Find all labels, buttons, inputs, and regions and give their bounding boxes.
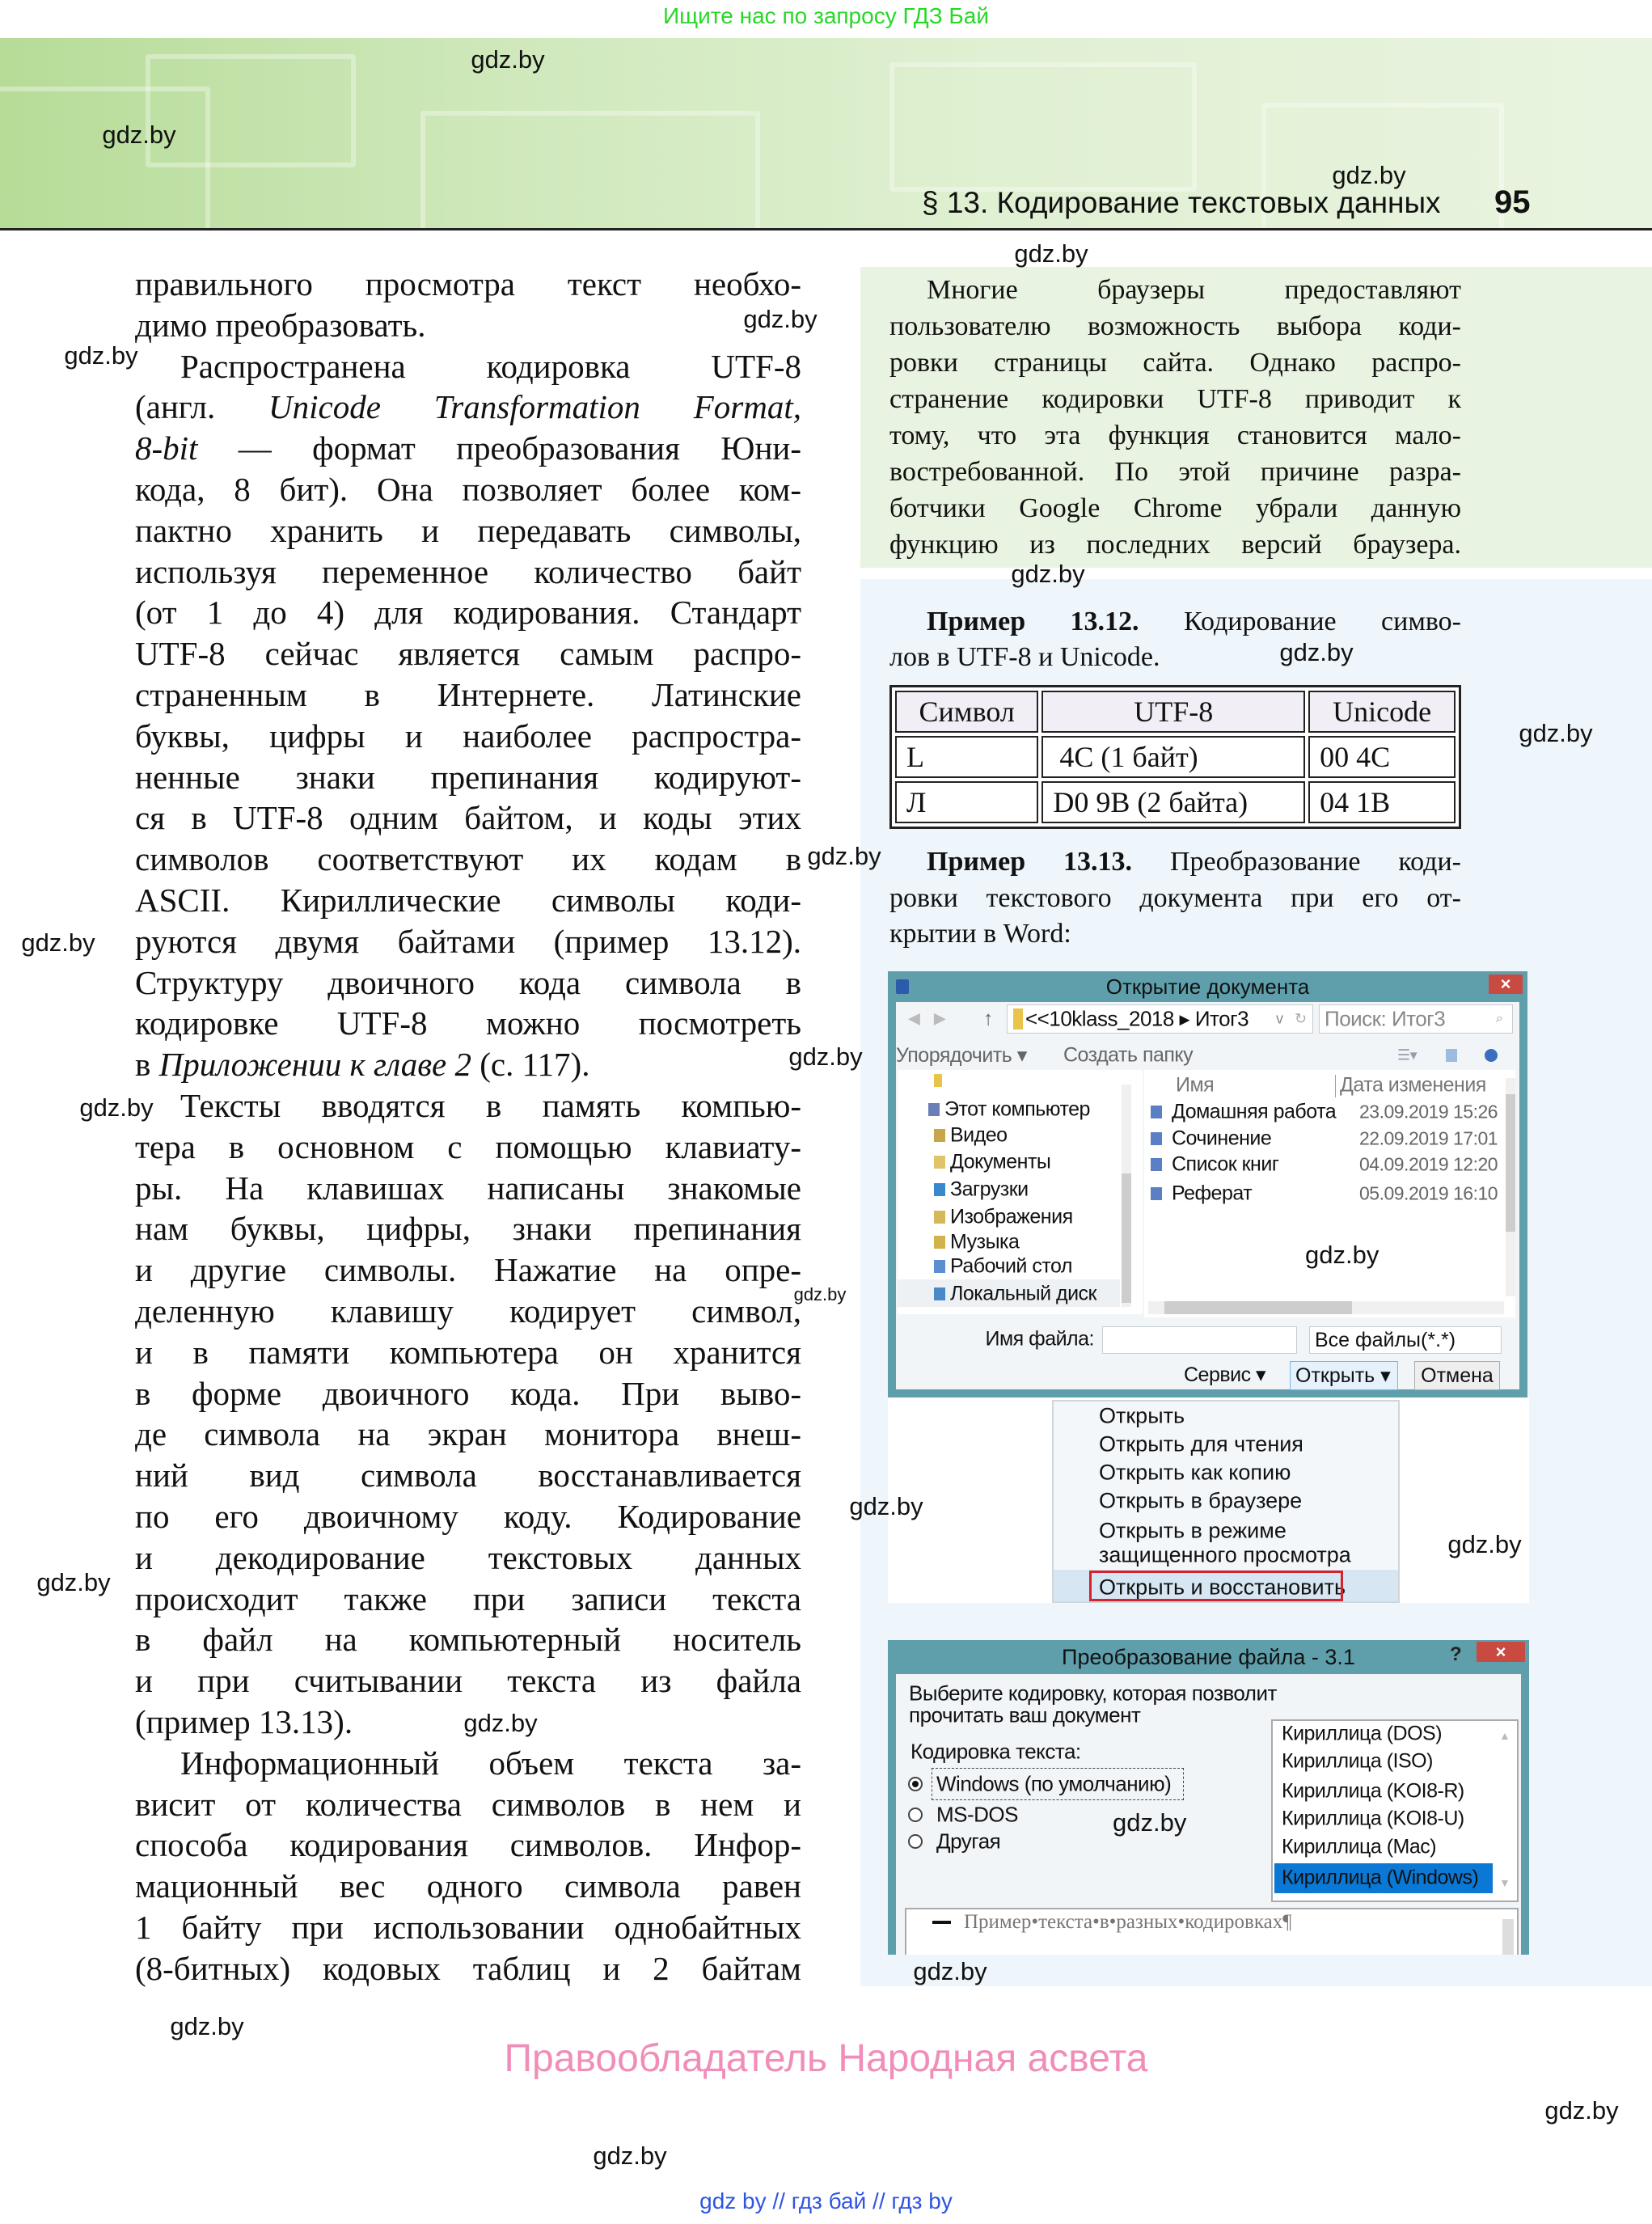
table-cell: L	[895, 736, 1038, 778]
text-line: тера в основном с помощью клавиату-	[135, 1127, 801, 1165]
cancel-button-label: Отмена	[1421, 1364, 1494, 1387]
text-line: ры. На клавишах написаны знакомые	[135, 1169, 801, 1207]
bold-text: Пример 13.12.	[927, 607, 1139, 636]
text-line: используя переменное количество байт	[135, 552, 801, 590]
header-divider	[0, 228, 1652, 230]
text-segment: Преобразование коди-	[1132, 847, 1461, 877]
text-segment: (с. 117).	[471, 1046, 590, 1084]
text-line: крытии в Word:	[889, 919, 1071, 949]
radio-label[interactable]: Windows (по умолчанию)	[936, 1771, 1172, 1796]
file-date: 04.09.2019 12:20	[1359, 1153, 1498, 1175]
text-line: лов в UTF-8 и Unicode.	[889, 642, 1160, 672]
watermark: gdz.by	[1011, 560, 1085, 588]
cancel-button[interactable]	[1414, 1361, 1500, 1390]
text-cursor	[932, 1921, 951, 1924]
folder-icon	[934, 1183, 945, 1196]
menu-item[interactable]: Открыть как копию	[1099, 1460, 1291, 1485]
text-line: кода, 8 бит). Она позволяет более ком-	[135, 471, 801, 508]
text-line: востребованной. По этой причине разра-	[889, 457, 1461, 487]
text-line: руются двумя байтами (пример 13.12).	[135, 922, 801, 960]
table-cell: 00 4C	[1308, 736, 1456, 778]
text-line: деленную клавишу кодирует символ,	[135, 1292, 801, 1330]
menu-item[interactable]: Открыть	[1099, 1403, 1185, 1428]
folder-icon	[934, 1074, 942, 1087]
table-cell: 04 1B	[1308, 781, 1456, 823]
search-hint-banner: Ищите нас по запросу ГДЗ Бай	[662, 3, 990, 28]
scroll-up-icon[interactable]: ▲	[1499, 1729, 1510, 1742]
search-placeholder: Поиск: Итог3	[1325, 1006, 1446, 1031]
watermark: gdz.by	[1544, 2096, 1619, 2125]
text-segment: — формат преобразования Юни-	[197, 429, 801, 467]
watermark: gdz.by	[1014, 239, 1088, 268]
encoding-label: Кодировка текста:	[911, 1739, 1081, 1764]
word-file-icon	[1151, 1187, 1162, 1200]
radio-other[interactable]	[908, 1834, 923, 1849]
watermark: gdz.by	[36, 1568, 111, 1596]
scroll-down-icon[interactable]: ▼	[1499, 1876, 1510, 1889]
column-divider	[1335, 1075, 1336, 1097]
section-title: § 13. Кодирование текстовых данных	[922, 186, 1441, 219]
watermark: gdz.by	[102, 121, 176, 149]
word-icon	[896, 979, 909, 994]
prompt-line: Выберите кодировку, которая позволит	[909, 1681, 1277, 1706]
view-options-icon[interactable]: ☰▾	[1397, 1046, 1418, 1063]
open-button-label: Открыть ▾	[1295, 1364, 1391, 1387]
file-date: 23.09.2019 15:26	[1359, 1101, 1498, 1123]
help-button[interactable]: ?	[1450, 1643, 1462, 1665]
text-segment: (англ.	[135, 388, 269, 426]
radio-label[interactable]: Другая	[936, 1829, 1001, 1854]
text-segment: Кодирование симво-	[1139, 607, 1461, 636]
nav-item[interactable]: Загрузки	[950, 1178, 1029, 1201]
folder-icon	[934, 1211, 945, 1224]
nav-item[interactable]: Этот компьютер	[944, 1097, 1090, 1121]
text-line: по его двоичному коду. Кодирование	[135, 1498, 801, 1535]
text-line	[135, 1044, 801, 1085]
watermark: gdz.by	[1279, 638, 1354, 666]
text-line: странение кодировки UTF-8 приводит к	[889, 384, 1461, 414]
menu-item[interactable]: Открыть в браузере	[1099, 1488, 1303, 1513]
text-line: кодировке UTF-8 можно посмотреть	[135, 1004, 801, 1042]
watermark: gdz.by	[170, 2012, 244, 2040]
watermark: gdz.by	[21, 928, 95, 957]
file-date: 05.09.2019 16:10	[1359, 1182, 1498, 1204]
text-line: правильного просмотра текст необхо-	[135, 265, 801, 302]
text-line: пользователю возможность выбора коди-	[889, 311, 1461, 341]
file-list-scrollbar[interactable]	[1506, 1078, 1515, 1296]
close-button[interactable]: ×	[1489, 975, 1523, 994]
folder-icon	[934, 1236, 945, 1249]
table-row	[895, 736, 1456, 778]
folder-icon	[934, 1287, 945, 1300]
text-line: Распространена кодировка UTF-8	[180, 347, 801, 385]
text-line: и при считывании текста из файла	[135, 1662, 801, 1700]
watermark: gdz.by	[1447, 1530, 1522, 1558]
footer-links[interactable]: gdz by // гдз бай // гдз by	[699, 2188, 953, 2213]
table-header: UTF-8	[1041, 691, 1305, 733]
refresh-icon[interactable]: ↻	[1295, 1010, 1307, 1027]
text-line: де символа на экран монитора внеш-	[135, 1415, 801, 1453]
nav-item[interactable]: Рабочий стол	[950, 1254, 1072, 1278]
text-segment: в	[135, 1046, 159, 1084]
table-header: Символ	[895, 691, 1038, 733]
address-path: <<10klass_2018 ▸ Итог3	[1025, 1006, 1249, 1031]
folder-icon	[934, 1156, 945, 1169]
text-line: ровки текстового документа при его от-	[889, 883, 1461, 913]
menu-item[interactable]: защищенного просмотра	[1099, 1542, 1351, 1567]
column-header-name[interactable]: Имя	[1176, 1073, 1215, 1097]
bold-text: Пример 13.13.	[927, 847, 1133, 877]
organize-button[interactable]: Упорядочить ▾	[896, 1044, 1027, 1067]
preview-scrollbar[interactable]	[1502, 1919, 1514, 1955]
nav-item[interactable]: Изображения	[950, 1205, 1073, 1228]
text-line: 1 байту при использовании однобайтных	[135, 1909, 801, 1946]
file-name[interactable]: Список книг	[1172, 1152, 1279, 1176]
filename-label: Имя файла:	[985, 1327, 1094, 1351]
open-button[interactable]	[1290, 1361, 1398, 1390]
highlight-box	[1089, 1571, 1343, 1601]
watermark: gdz.by	[849, 1492, 923, 1520]
text-line: Структуру двоичного кода символа в	[135, 963, 801, 1001]
italic-text: Unicode Transformation Format,	[268, 388, 801, 426]
file-type-value: Все файлы(*.*)	[1315, 1329, 1456, 1351]
table-cell: D0 9B (2 байта)	[1041, 781, 1305, 823]
text-line: Многие браузеры предоставляют	[927, 275, 1461, 305]
file-type-select[interactable]	[1309, 1326, 1502, 1354]
open-dropdown-menu	[1052, 1400, 1400, 1603]
radio-windows[interactable]	[908, 1777, 923, 1791]
file-name[interactable]: Домашняя работа	[1172, 1100, 1337, 1123]
menu-item[interactable]: Открыть для чтения	[1099, 1431, 1303, 1457]
text-line: буквы, цифры и наиболее распростра-	[135, 717, 801, 755]
text-line	[927, 603, 1461, 640]
text-line: происходит также при записи текста	[135, 1579, 801, 1617]
watermark: gdz.by	[793, 1284, 847, 1304]
word-file-icon	[1151, 1158, 1162, 1171]
table-header: Unicode	[1308, 691, 1456, 733]
table-header-row	[895, 691, 1456, 733]
table-cell: 4C (1 байт)	[1041, 736, 1305, 778]
text-line: нам буквы, цифры, знаки препинания	[135, 1210, 801, 1248]
text-line: мационный вес одного символа равен	[135, 1867, 801, 1905]
text-line: функцию из последних версий браузера.	[889, 530, 1461, 560]
text-line: и другие символы. Нажатие на опре-	[135, 1251, 801, 1289]
text-line: Тексты вводятся в память компью-	[180, 1087, 801, 1124]
file-name[interactable]: Сочинение	[1172, 1127, 1272, 1150]
watermark: gdz.by	[471, 45, 545, 74]
text-line: висит от количества символов в нем и	[135, 1785, 801, 1823]
dialog-title: Открытие документа	[1105, 975, 1310, 999]
italic-text: Приложении к главе 2	[158, 1046, 471, 1084]
text-line: димо преобразовать.	[135, 306, 426, 344]
file-date: 22.09.2019 17:01	[1359, 1127, 1498, 1149]
encoding-table	[889, 685, 1461, 829]
folder-icon	[934, 1260, 945, 1273]
prompt-line: прочитать ваш документ	[909, 1702, 1141, 1727]
text-line	[135, 387, 801, 428]
nav-item[interactable]: Документы	[950, 1150, 1051, 1173]
close-button[interactable]: ×	[1477, 1642, 1525, 1662]
file-name[interactable]: Реферат	[1172, 1182, 1253, 1205]
text-line: и в памяти компьютера он хранится	[135, 1333, 801, 1371]
page-number: 95	[1494, 184, 1531, 220]
text-line	[927, 844, 1461, 880]
preview-pane-icon[interactable]	[1446, 1049, 1457, 1062]
text-line: в форме двоичного кода. При выво-	[135, 1374, 801, 1412]
text-line: (8-битных) кодовых таблиц и 2 байтам	[135, 1949, 801, 1987]
file-conversion-dialog	[888, 1640, 1529, 1955]
menu-item[interactable]: Открыть в режиме	[1099, 1518, 1287, 1543]
radio-ms-dos[interactable]	[908, 1808, 923, 1822]
up-arrow-icon[interactable]: ↑	[983, 1007, 993, 1030]
computer-icon	[928, 1103, 940, 1116]
text-line: ASCII. Кириллические символы коди-	[135, 882, 801, 919]
new-folder-button[interactable]: Создать папку	[1063, 1043, 1194, 1067]
watermark: gdz.by	[79, 1093, 154, 1122]
text-line: способа кодирования символов. Инфор-	[135, 1826, 801, 1864]
dialog-title: Преобразование файла - 3.1	[1062, 1645, 1355, 1669]
path-dropdown-icon[interactable]: v	[1276, 1010, 1283, 1027]
text-line: ненные знаки препинания кодируют-	[135, 758, 801, 796]
text-line: ся в UTF-8 одним байтом, и коды этих	[135, 799, 801, 837]
table-row	[895, 781, 1456, 823]
tools-button[interactable]: Сервис ▾	[1184, 1364, 1266, 1386]
watermark: gdz.by	[593, 2142, 667, 2170]
preview-text: Пример•текста•в•разных•кодировках¶	[964, 1911, 1292, 1933]
watermark: gdz.by	[1519, 719, 1593, 747]
watermark: gdz.by	[788, 1042, 863, 1071]
nav-item[interactable]: Локальный диск	[950, 1282, 1096, 1305]
horizontal-scrollbar[interactable]	[1148, 1301, 1504, 1314]
table-cell: Л	[895, 781, 1038, 823]
italic-text: 8-bit	[135, 429, 198, 467]
watermark: gdz.by	[743, 305, 818, 333]
watermark: gdz.by	[1113, 1808, 1187, 1837]
forward-icon[interactable]: ►	[930, 1007, 950, 1030]
text-line: ровки страницы сайта. Однако распро-	[889, 348, 1461, 378]
nav-item[interactable]: Видео	[950, 1123, 1008, 1147]
text-line: и декодирование текстовых данных	[135, 1538, 801, 1576]
text-line: в файл на компьютерный носитель	[135, 1621, 801, 1659]
help-icon[interactable]	[1485, 1049, 1498, 1062]
watermark: gdz.by	[807, 842, 881, 870]
text-line: ний вид символа восстанавливается	[135, 1457, 801, 1495]
text-line: UTF-8 сейчас является самым распро-	[135, 635, 801, 673]
encoding-option[interactable]: Кириллица (DOS)	[1282, 1722, 1443, 1745]
text-line: (от 1 до 4) для кодирования. Стандарт	[135, 594, 801, 632]
word-file-icon	[1151, 1106, 1162, 1118]
open-document-dialog	[888, 971, 1527, 1397]
watermark: gdz.by	[463, 1709, 538, 1737]
text-line: тому, что эта функция становится мало-	[889, 421, 1461, 450]
watermark: gdz.by	[64, 341, 138, 370]
back-icon[interactable]: ◄	[904, 1007, 924, 1030]
encoding-option[interactable]: Кириллица (Windows)	[1282, 1866, 1479, 1889]
watermark: gdz.by	[1332, 161, 1406, 189]
folder-icon	[1013, 1008, 1023, 1030]
search-icon: ⌕	[1496, 1012, 1503, 1025]
encoding-option[interactable]: Кириллица (ISO)	[1282, 1749, 1433, 1773]
column-header-date[interactable]: Дата изменения	[1340, 1073, 1486, 1097]
text-line: пактно хранить и передавать символы,	[135, 511, 801, 549]
watermark: gdz.by	[913, 1957, 987, 1985]
watermark: gdz.by	[1305, 1241, 1379, 1269]
nav-item[interactable]: Музыка	[950, 1230, 1020, 1254]
menu-item[interactable]: Открыть и восстановить	[1099, 1575, 1346, 1600]
filename-input[interactable]	[1102, 1326, 1297, 1354]
text-line: страненным в Интернете. Латинские	[135, 676, 801, 713]
radio-label[interactable]: MS-DOS	[936, 1802, 1018, 1827]
text-line: ботчики Google Chrome убрали данную	[889, 493, 1461, 523]
text-line: (пример 13.13).	[135, 1703, 353, 1740]
text-line: Информационный объем текста за-	[180, 1744, 801, 1782]
text-line: символов соответствуют их кодам в	[135, 840, 801, 878]
nav-scrollbar[interactable]	[1122, 1085, 1131, 1307]
copyright-notice: Правообладатель Народная асвета	[504, 2037, 1148, 2080]
encoding-option[interactable]: Кириллица (Mac)	[1282, 1835, 1437, 1858]
text-line	[135, 428, 801, 469]
word-file-icon	[1151, 1132, 1162, 1145]
folder-icon	[934, 1129, 945, 1142]
encoding-option[interactable]: Кириллица (KOI8-R)	[1282, 1779, 1464, 1803]
encoding-option[interactable]: Кириллица (KOI8-U)	[1282, 1807, 1464, 1830]
